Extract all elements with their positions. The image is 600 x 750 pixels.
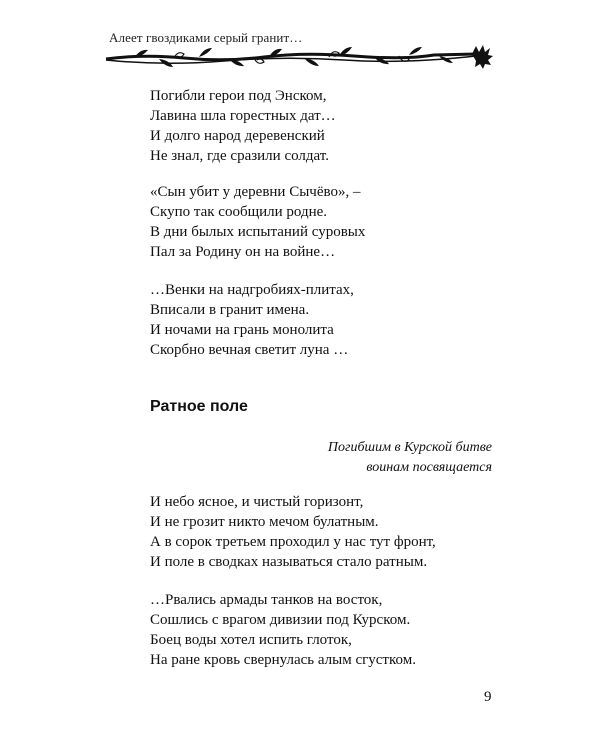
verse-line: А в сорок третьем проходил у нас тут фронт,	[150, 534, 436, 550]
epigraph-line: воинам посвящается	[366, 460, 492, 475]
poem-title: Ратное поле	[150, 398, 248, 415]
verse-line: Пал за Родину он на войне…	[150, 244, 336, 260]
epigraph	[328, 438, 492, 478]
verse-line: И не грозит никто мечом булатным.	[150, 514, 379, 530]
verse-line: Сошлись с врагом дивизии под Курском.	[150, 612, 411, 628]
verse-line: «Сын убит у деревни Сычёво», –	[150, 184, 361, 200]
verse-line: И поле в сводках называться стало ратным.	[150, 554, 428, 570]
poem2-stanza-2	[150, 590, 416, 670]
verse-line: …Рвались армады танков на восток,	[150, 592, 383, 608]
carnation-vine-ornament-icon	[104, 44, 494, 74]
verse-line: Скорбно вечная светит луна …	[150, 342, 349, 358]
poem2-stanza-1	[150, 492, 436, 572]
poem1-stanza-2	[150, 182, 365, 262]
poem1-stanza-1	[150, 86, 336, 166]
verse-line: На ране кровь свернулась алым сгустком.	[150, 652, 416, 668]
verse-line: …Венки на надгробиях-плитах,	[150, 282, 354, 298]
verse-line: Не знал, где сразили солдат.	[150, 148, 329, 164]
verse-line: Скупо так сообщили родне.	[150, 204, 328, 220]
poem1-stanza-3	[150, 280, 354, 360]
verse-line: И небо ясное, и чистый горизонт,	[150, 494, 364, 510]
page-number: 9	[484, 689, 492, 705]
verse-line: В дни былых испытаний суровых	[150, 224, 366, 240]
verse-line: И ночами на грань монолита	[150, 322, 334, 338]
verse-line: Погибли герои под Энском,	[150, 88, 327, 104]
running-title: Алеет гвоздиками серый гранит…	[109, 30, 303, 45]
verse-line: Лавина шла горестных дат…	[150, 108, 336, 124]
verse-line: И долго народ деревенский	[150, 128, 325, 144]
verse-line: Вписали в гранит имена.	[150, 302, 310, 318]
verse-line: Боец воды хотел испить глоток,	[150, 632, 352, 648]
epigraph-line: Погибшим в Курской битве	[327, 440, 492, 455]
